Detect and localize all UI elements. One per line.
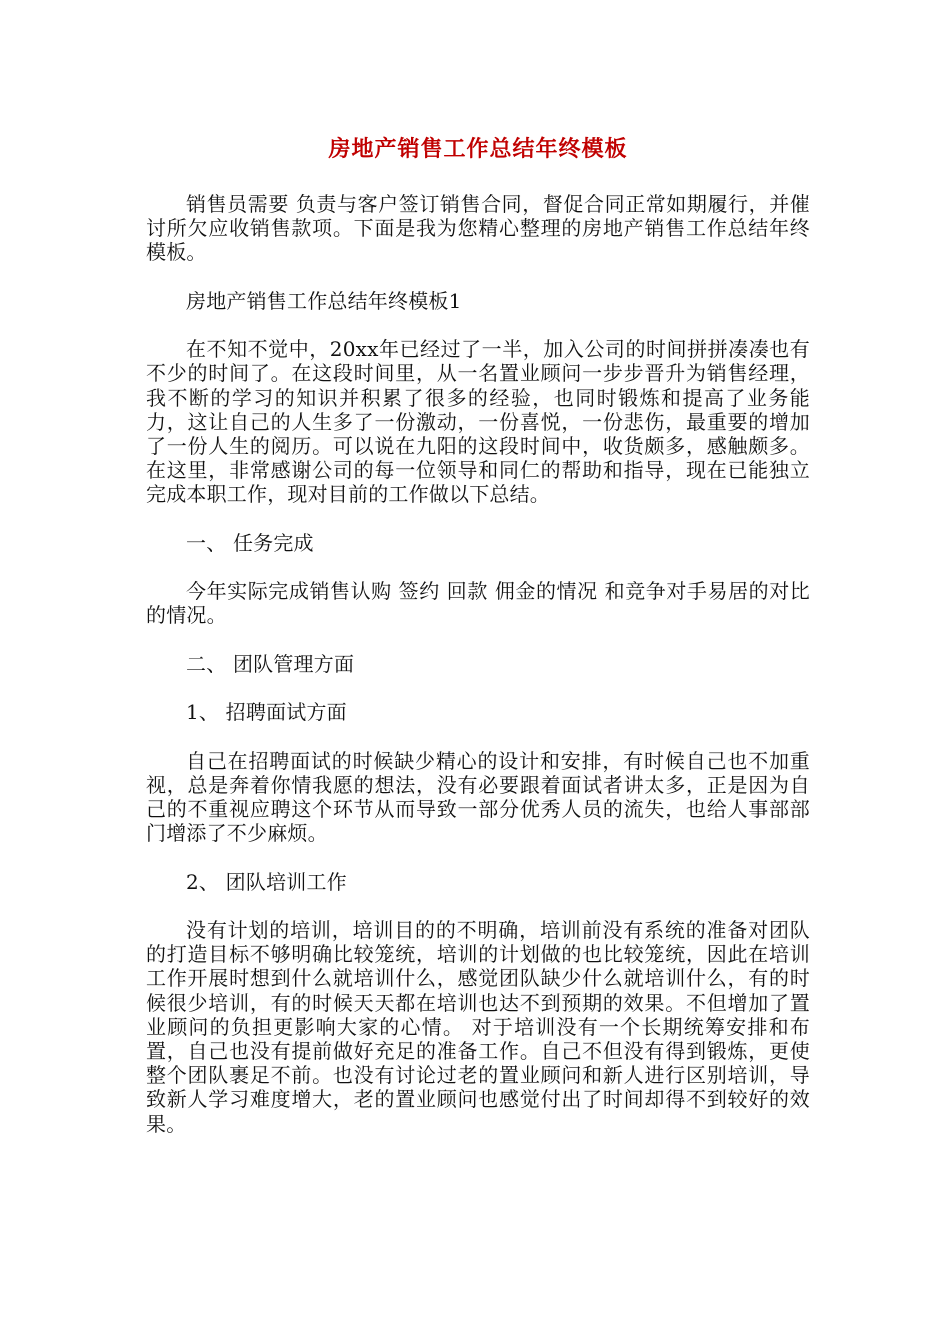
recruitment-paragraph: 自己在招聘面试的时候缺少精心的设计和安排，有时候自己也不加重视，总是奔着你情我愿的想法，没有必要跟着面试者讲太多，正是因为自己的不重视应聘这个环节从而导致一部分优秀人员的流失，也给人事部部门增添了不少麻烦。 bbox=[146, 748, 810, 846]
document-title: 房地产销售工作总结年终模板 bbox=[328, 137, 628, 162]
heading-task-completion: 一、 任务完成 bbox=[186, 530, 314, 555]
heading-recruitment-interview: 1、 招聘面试方面 bbox=[186, 700, 347, 725]
document-body bbox=[146, 130, 810, 1160]
section-title-template-1: 房地产销售工作总结年终模板1 bbox=[186, 288, 462, 313]
intro-paragraph: 销售员需要 负责与客户签订销售合同，督促合同正常如期履行，并催讨所欠应收销售款项。下面是我为您精心整理的房地产销售工作总结年终模板。 bbox=[146, 192, 810, 265]
task-completion-paragraph: 今年实际完成销售认购 签约 回款 佣金的情况 和竞争对手易居的对比的情况。 bbox=[146, 579, 810, 628]
heading-team-training: 2、 团队培训工作 bbox=[186, 869, 347, 894]
heading-team-management: 二、 团队管理方面 bbox=[186, 651, 355, 676]
overview-paragraph: 在不知不觉中，20xx年已经过了一半，加入公司的时间拼拼凑凑也有不少的时间了。在这段时间里，从一名置业顾问一步步晋升为销售经理，我不断的学习的知识并积累了很多的经验，也同时锻炼和提高了业务能力，这让自己的人生多了一份激动，一份喜悦，一份悲伤，最重要的增加了一份人生的阅历。可以说在九阳的这段时间中，收货颇多，感触颇多。在这里，非常感谢公司的每一位领导和同仁的帮助和指导，现在已能独立完成本职工作，现对目前的工作做以下总结。 bbox=[146, 337, 810, 507]
training-paragraph: 没有计划的培训，培训目的的不明确，培训前没有系统的准备对团队的打造目标不够明确比较笼统，培训的计划做的也比较笼统，因此在培训工作开展时想到什么就培训什么，感觉团队缺少什么就培训什么，有的时候很少培训，有的时候天天都在培训也达不到预期的效果。不但增加了置业顾问的负担更影响大家的心情。 对于培训没有一个长期统筹安排和布置，自己也没有提前做好充足的准备工作。自己不但没有得到锻炼，更使整个团队裹足不前。也没有讨论过老的置业顾问和新人进行区别培训，导致新人学习难度增大，老的置业顾问也感觉付出了时间却得不到较好的效果。 bbox=[146, 917, 810, 1136]
